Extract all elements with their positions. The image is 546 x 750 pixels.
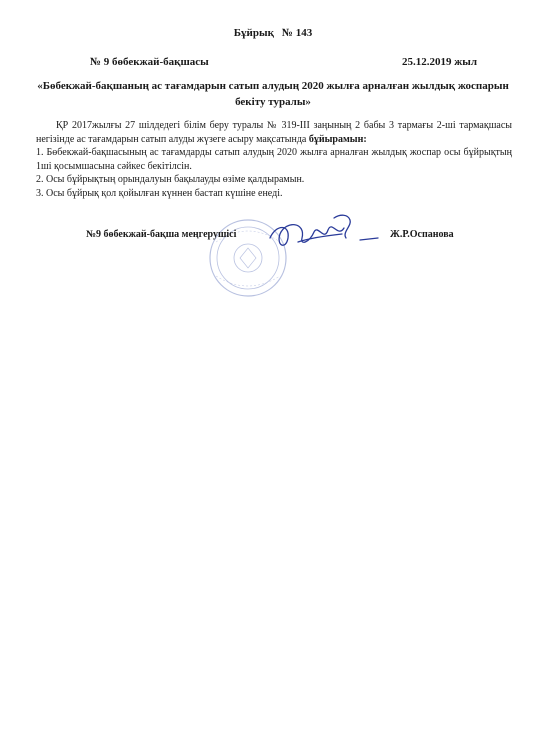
preamble-paragraph	[36, 119, 512, 146]
document-title	[0, 27, 546, 39]
order-word: бұйырамын:	[308, 133, 367, 145]
handwritten-signature	[262, 212, 382, 262]
order-item-3: 3. Осы бұйрық қол қойылған күннен бастап күшіне енеді.	[36, 187, 283, 199]
subject-line-1: «Бөбекжай-бақшаның ас тағамдарын сатып алудың 2020 жылға арналған жылдық жоспарын	[37, 80, 509, 92]
document-date: 25.12.2019 жыл	[402, 56, 477, 68]
order-item-1: 1. Бөбекжай-бақшасының ас тағамдарды сатып алудың 2020 жылға арналған жылдық жоспар осы бұйрықтың 1ші қосымшасына сәйкес бекітілсін.	[36, 147, 512, 172]
document-body	[36, 119, 512, 201]
document-subject	[36, 78, 510, 110]
preamble-text: ҚР 2017жылғы 27 шілдедегі білім беру туралы № 319-ІІІ заңының 2 бабы 3 тармағы 2-ші тармақшасы негізінде ас тағамдарын сатып алуды жүзеге асыру мақсатында	[36, 120, 512, 145]
order-number: № 143	[281, 27, 313, 39]
title-word: Бұйрық	[233, 27, 274, 39]
signatory-role: №9 бөбекжай-бақша меңгерушісі	[86, 229, 237, 240]
organization-name: № 9 бөбекжай-бақшасы	[90, 56, 209, 68]
signatory-name: Ж.Р.Оспанова	[390, 229, 454, 240]
order-item-2: 2. Осы бұйрықтың орындалуын бақылауды өзіме қалдырамын.	[36, 174, 305, 186]
subject-line-2: бекіту туралы»	[235, 96, 311, 108]
